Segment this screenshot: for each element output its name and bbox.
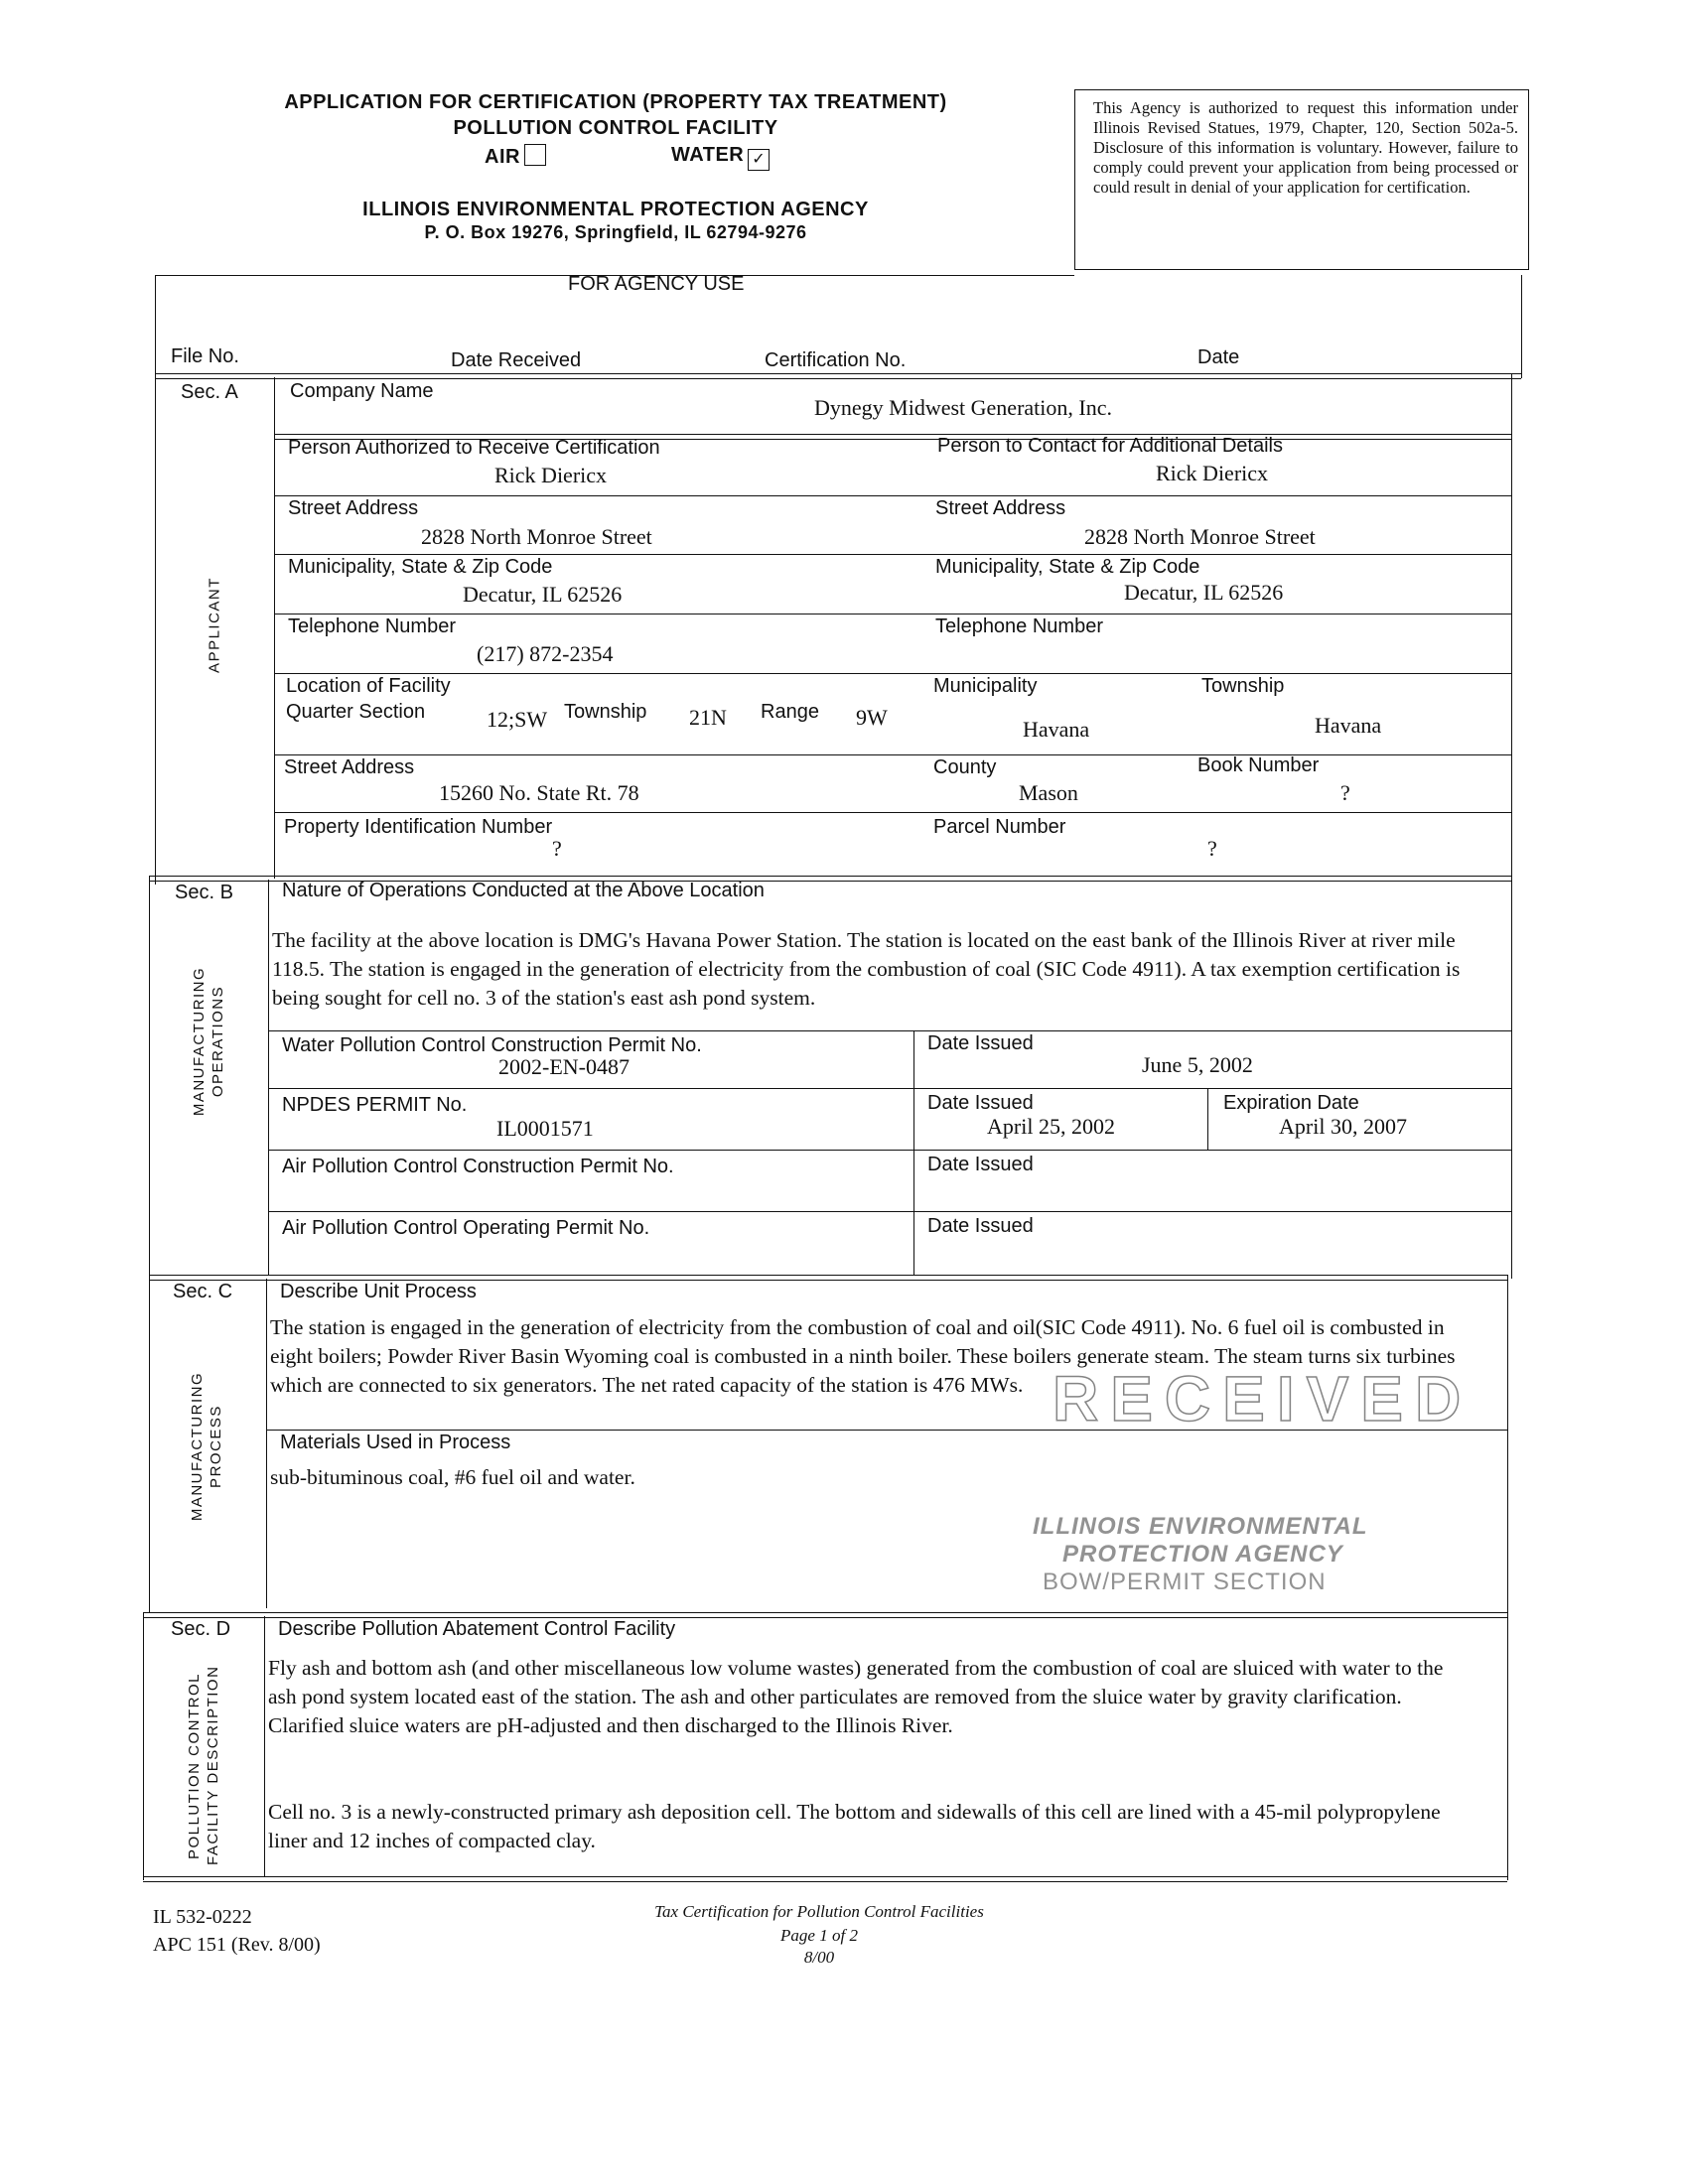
unit-process-label: Describe Unit Process — [280, 1281, 477, 1302]
street-right-value[interactable]: 2828 North Monroe Street — [1084, 524, 1316, 549]
sec-d-side-label — [185, 1667, 222, 1865]
pin-label: Property Identification Number — [284, 816, 553, 838]
book-label: Book Number — [1197, 754, 1320, 776]
company-name-value[interactable]: Dynegy Midwest Generation, Inc. — [814, 395, 1112, 420]
stamp-received-text: RECEIVED — [1052, 1363, 1474, 1434]
street-right-label: Street Address — [935, 497, 1066, 519]
materials-label: Materials Used in Process — [280, 1432, 511, 1453]
nature-label: Nature of Operations Conducted at the Above Location — [282, 880, 765, 901]
stamp-line2: PROTECTION AGENCY — [1062, 1541, 1343, 1568]
sec-a-right-border — [1511, 373, 1512, 885]
sec-b-left-border — [149, 876, 150, 1279]
npdes-date-label: Date Issued — [927, 1092, 1034, 1114]
rule-a6 — [274, 754, 1511, 755]
county-value[interactable]: Mason — [1019, 780, 1078, 805]
phone-right-label: Telephone Number — [935, 615, 1103, 637]
air-operating-date-label: Date Issued — [927, 1215, 1034, 1237]
sec-a-top-rule — [155, 373, 1521, 379]
air-construction-label: Air Pollution Control Construction Permit No. — [282, 1156, 674, 1177]
desc-label: Describe Pollution Abatement Control Facility — [278, 1618, 676, 1640]
sec-d-divider — [264, 1616, 265, 1876]
street-left-label: Street Address — [288, 497, 419, 519]
municipality-value[interactable]: Havana — [1023, 717, 1090, 742]
sec-d-bottom-rule — [143, 1876, 1507, 1882]
expiration-label: Expiration Date — [1223, 1092, 1359, 1114]
unit-process-text[interactable]: The station is engaged in the generation of electricity from the combustion of coal and oil(SIC Code 4911). No. 6 fuel oil is combusted in eight boilers; Powder River Basin Wyoming coal is combusted in a ninth boiler. These boilers generate steam. The steam turns six turbines which are connected to six generators. The net rated capacity of the station is 476 MWs. — [270, 1315, 1456, 1397]
sec-c-left-border — [149, 1275, 150, 1612]
sec-d-side-line2: FACILITY DESCRIPTION — [205, 1665, 221, 1865]
sec-a-left-border — [155, 373, 156, 885]
sec-c-side-line2: PROCESS — [208, 1405, 224, 1488]
sec-b-side-label — [190, 962, 227, 1121]
air-checkbox[interactable] — [524, 144, 546, 166]
municipality-label: Municipality — [933, 675, 1038, 697]
form-title: APPLICATION FOR CERTIFICATION (PROPERTY TAX TREATMENT) — [284, 91, 947, 113]
air-option — [485, 144, 546, 169]
agency-right-border — [1521, 275, 1522, 378]
parcel-label: Parcel Number — [933, 816, 1066, 838]
range-label: Range — [761, 701, 819, 723]
npdes-label: NPDES PERMIT No. — [282, 1094, 468, 1116]
footer-center-title: Tax Certification for Pollution Control Facilities — [654, 1902, 984, 1921]
township2-value[interactable]: Havana — [1315, 713, 1382, 738]
phone-left-value[interactable]: (217) 872-2354 — [477, 641, 614, 666]
water-permit-value[interactable]: 2002-EN-0487 — [498, 1054, 630, 1079]
sec-b-side-line2: OPERATIONS — [210, 985, 226, 1098]
quarter-value[interactable]: 12;SW — [487, 707, 548, 732]
range-value[interactable]: 9W — [856, 705, 888, 730]
desc-text-2[interactable]: Cell no. 3 is a newly-constructed primary ash deposition cell. The bottom and sidewalls of this cell are lined with a 45-mil polypropylene liner and 12 inches of compacted clay. — [268, 1800, 1441, 1852]
sec-c-divider — [266, 1279, 267, 1608]
sec-b-divider — [268, 880, 269, 1275]
rule-b4 — [268, 1211, 1511, 1212]
sec-a-side-label: APPLICANT — [206, 577, 223, 673]
water-permit-date-value[interactable]: June 5, 2002 — [1142, 1052, 1253, 1077]
fac-street-value[interactable]: 15260 No. State Rt. 78 — [439, 780, 639, 805]
rule-a7 — [274, 812, 1511, 813]
expiration-value[interactable]: April 30, 2007 — [1279, 1114, 1407, 1139]
footer-apc: APC 151 (Rev. 8/00) — [153, 1934, 321, 1956]
rule-b3 — [268, 1150, 1511, 1151]
company-name-label: Company Name — [290, 380, 434, 402]
received-stamp — [1013, 1362, 1474, 1600]
npdes-value[interactable]: IL0001571 — [496, 1116, 594, 1141]
air-operating-label: Air Pollution Control Operating Permit No. — [282, 1217, 650, 1239]
sec-a-label: Sec. A — [181, 381, 238, 403]
muni-right-value[interactable]: Decatur, IL 62526 — [1124, 580, 1284, 605]
sec-b-right-border — [1511, 876, 1512, 1279]
water-permit-date-label: Date Issued — [927, 1032, 1034, 1054]
rule-b-vertical — [913, 1030, 914, 1275]
book-value[interactable]: ? — [1340, 780, 1350, 805]
sec-c-label: Sec. C — [173, 1281, 233, 1302]
sec-b-side-line1: MANUFACTURING — [191, 966, 208, 1117]
sec-d-side-line1: POLLUTION CONTROL — [186, 1672, 203, 1860]
air-label: AIR — [485, 146, 520, 168]
county-label: County — [933, 756, 997, 778]
agency-left-border — [155, 275, 156, 378]
file-no-label: File No. — [171, 345, 239, 367]
township-label: Township — [564, 701, 647, 723]
air-construction-date-label: Date Issued — [927, 1154, 1034, 1175]
quarter-label: Quarter Section — [286, 701, 426, 723]
pin-value[interactable]: ? — [552, 836, 562, 861]
person-contact-label: Person to Contact for Additional Details — [937, 435, 1283, 457]
township-value[interactable]: 21N — [689, 705, 727, 730]
footer-date: 8/00 — [803, 1948, 835, 1967]
rule-a2 — [274, 495, 1511, 496]
water-option — [671, 144, 770, 171]
location-label: Location of Facility — [286, 675, 451, 697]
parcel-value[interactable]: ? — [1207, 836, 1217, 861]
township2-label: Township — [1201, 675, 1285, 697]
stamp-line3: BOW/PERMIT SECTION — [1043, 1569, 1327, 1595]
rule-a5 — [274, 673, 1511, 674]
muni-left-value[interactable]: Decatur, IL 62526 — [463, 582, 623, 607]
footer-page: Page 1 of 2 — [780, 1926, 858, 1945]
person-cert-label: Person Authorized to Receive Certification — [288, 437, 660, 459]
stamp-line1: ILLINOIS ENVIRONMENTAL — [1033, 1513, 1368, 1540]
rule-b-vertical2 — [1207, 1088, 1208, 1150]
date-received-label: Date Received — [451, 349, 582, 371]
desc-text-1[interactable]: Fly ash and bottom ash (and other miscellaneous low volume wastes) generated from the combustion of coal are sluiced with water to the ash pond system located east of the station. The ash and other particulates are removed from the sluice water by gravity clarification. Clarified sluice waters are pH-adjusted and then discharged to the Illinois River. — [268, 1656, 1444, 1737]
rule-a3 — [274, 554, 1511, 555]
notice-text: This Agency is authorized to request this information under Illinois Revised Statues, 1979, Chapter, 120, Section 502a-5. Disclosure of this information is voluntary. However, failure to comply could prevent your application from being processed or could result in denial of your application for certification. — [1093, 98, 1518, 197]
footer-form-no: IL 532-0222 — [153, 1906, 252, 1928]
phone-left-label: Telephone Number — [288, 615, 456, 637]
sec-d-left-border — [143, 1612, 144, 1880]
sec-a-divider — [274, 377, 275, 879]
agency-address: P. O. Box 19276, Springfield, IL 62794-9276 — [424, 222, 807, 242]
person-contact-value[interactable]: Rick Diericx — [1156, 461, 1269, 485]
water-checkbox[interactable]: ✓ — [748, 149, 770, 171]
rule-b1 — [268, 1030, 1511, 1031]
agency-name: ILLINOIS ENVIRONMENTAL PROTECTION AGENCY — [362, 199, 869, 220]
sec-c-right-border — [1507, 1275, 1508, 1612]
muni-right-label: Municipality, State & Zip Code — [935, 556, 1200, 578]
rule-b2 — [268, 1088, 1511, 1089]
sec-d-label: Sec. D — [171, 1618, 231, 1640]
sec-c-side-line1: MANUFACTURING — [189, 1371, 206, 1522]
water-permit-label: Water Pollution Control Construction Permit No. — [282, 1034, 702, 1056]
agency-use-title: FOR AGENCY USE — [568, 273, 745, 295]
fac-street-label: Street Address — [284, 756, 415, 778]
certification-no-label: Certification No. — [765, 349, 907, 371]
npdes-date-value[interactable]: April 25, 2002 — [987, 1114, 1115, 1139]
muni-left-label: Municipality, State & Zip Code — [288, 556, 553, 578]
person-cert-value[interactable]: Rick Diericx — [494, 463, 608, 487]
street-left-value[interactable]: 2828 North Monroe Street — [421, 524, 652, 549]
materials-text[interactable]: sub-bituminous coal, #6 fuel oil and water. — [270, 1465, 635, 1489]
agency-date-label: Date — [1197, 346, 1240, 368]
sec-c-side-label — [188, 1367, 225, 1526]
sec-b-label: Sec. B — [175, 882, 233, 903]
nature-text[interactable]: The facility at the above location is DMG's Havana Power Station. The station is located on the east bank of the Illinois River at river mile 118.5. The station is engaged in the generation of electricity from the combustion of coal (SIC Code 4911). A tax exemption certification is being sought for cell no. 3 of the station's east ash pond system. — [272, 928, 1461, 1010]
notice-box — [1074, 89, 1529, 270]
water-label: WATER — [671, 144, 745, 166]
sec-d-right-border — [1507, 1612, 1508, 1880]
form-subtitle: POLLUTION CONTROL FACILITY — [453, 117, 778, 139]
